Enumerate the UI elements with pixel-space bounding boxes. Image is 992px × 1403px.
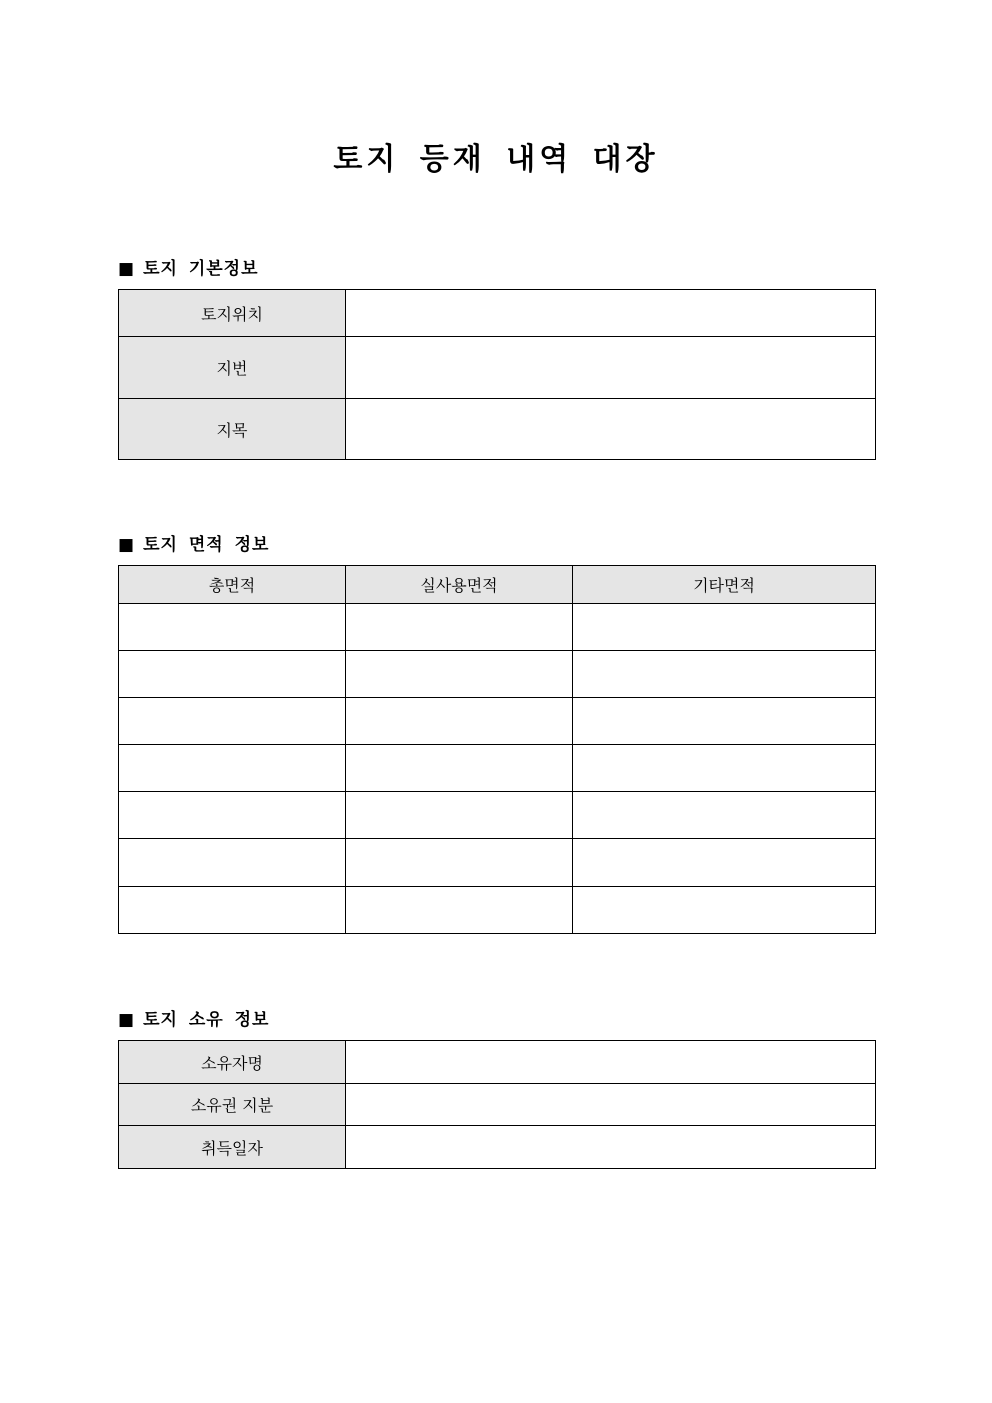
table-row (119, 792, 876, 839)
other-area-cell[interactable] (573, 745, 876, 792)
table-row (119, 604, 876, 651)
location-value-cell[interactable] (346, 290, 876, 337)
used-area-cell[interactable] (346, 839, 573, 887)
basic-info-table (118, 289, 876, 460)
lot-number-value-cell[interactable] (346, 337, 876, 399)
column-header-used-area: 실사용면적 (346, 566, 573, 604)
table-row (119, 337, 876, 399)
ownership-info-table (118, 1040, 876, 1169)
total-area-cell[interactable] (119, 887, 346, 934)
square-bullet-icon: ■ (118, 1010, 136, 1030)
other-area-cell[interactable] (573, 887, 876, 934)
page-title: 토지 등재 내역 대장 (333, 142, 659, 177)
table-row (119, 745, 876, 792)
table-row (119, 698, 876, 745)
other-area-cell[interactable] (573, 651, 876, 698)
table-row (119, 839, 876, 887)
table-header-row (119, 566, 876, 604)
row-label: 소유권 지분 (119, 1084, 346, 1126)
table-row (119, 651, 876, 698)
square-bullet-icon: ■ (118, 535, 136, 555)
section-heading-text: 토지 면적 정보 (143, 535, 270, 555)
column-header-total-area: 총면적 (119, 566, 346, 604)
row-label: 토지위치 (119, 290, 346, 337)
used-area-cell[interactable] (346, 792, 573, 839)
table-row (119, 290, 876, 337)
total-area-cell[interactable] (119, 604, 346, 651)
row-label: 지번 (119, 337, 346, 399)
section-heading-text: 토지 소유 정보 (143, 1010, 270, 1030)
section-heading-basic-info (118, 254, 259, 279)
total-area-cell[interactable] (119, 839, 346, 887)
total-area-cell[interactable] (119, 745, 346, 792)
owner-name-value-cell[interactable] (346, 1041, 876, 1084)
ownership-share-value-cell[interactable] (346, 1084, 876, 1126)
table-row (119, 1041, 876, 1084)
used-area-cell[interactable] (346, 651, 573, 698)
row-label: 취득일자 (119, 1126, 346, 1169)
section-heading-ownership-info (118, 1005, 269, 1030)
used-area-cell[interactable] (346, 887, 573, 934)
used-area-cell[interactable] (346, 604, 573, 651)
row-label: 소유자명 (119, 1041, 346, 1084)
table-row (119, 887, 876, 934)
land-category-value-cell[interactable] (346, 399, 876, 460)
section-heading-area-info (118, 530, 269, 555)
acquisition-date-value-cell[interactable] (346, 1126, 876, 1169)
other-area-cell[interactable] (573, 698, 876, 745)
table-row (119, 1126, 876, 1169)
total-area-cell[interactable] (119, 698, 346, 745)
used-area-cell[interactable] (346, 698, 573, 745)
table-row (119, 399, 876, 460)
used-area-cell[interactable] (346, 745, 573, 792)
other-area-cell[interactable] (573, 792, 876, 839)
square-bullet-icon: ■ (118, 259, 136, 279)
area-info-table (118, 565, 876, 934)
section-heading-text: 토지 기본정보 (143, 259, 259, 279)
column-header-other-area: 기타면적 (573, 566, 876, 604)
total-area-cell[interactable] (119, 792, 346, 839)
other-area-cell[interactable] (573, 604, 876, 651)
row-label: 지목 (119, 399, 346, 460)
other-area-cell[interactable] (573, 839, 876, 887)
table-row (119, 1084, 876, 1126)
total-area-cell[interactable] (119, 651, 346, 698)
